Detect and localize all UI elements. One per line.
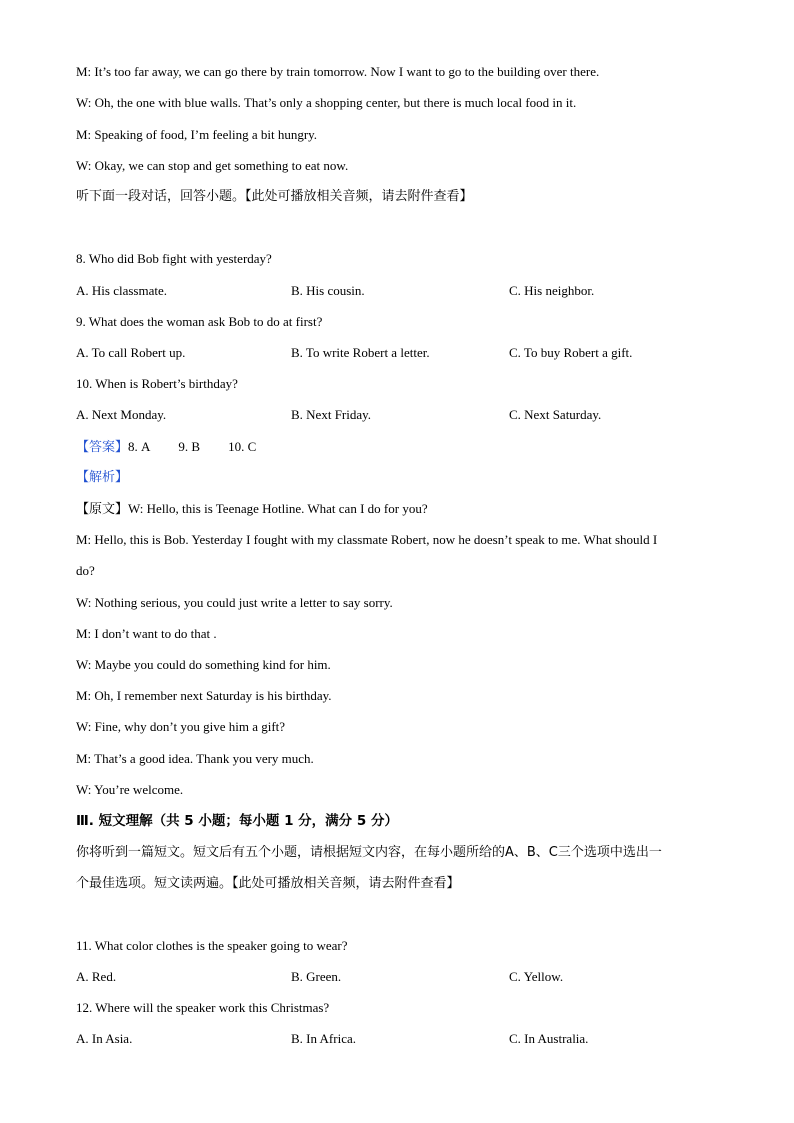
analysis-tag: 【解析】 [76, 470, 129, 485]
option-c: C. To buy Robert a gift. [509, 345, 633, 360]
answer-item: 8. A [128, 439, 151, 454]
transcript-text: W: Hello, this is Teenage Hotline. What can I do for you? [128, 501, 428, 516]
option-c: C. His neighbor. [509, 283, 595, 298]
question-stem: 8. Who did Bob fight with yesterday? [76, 251, 272, 266]
transcript-line: W: Maybe you could do something kind for him. [76, 657, 331, 672]
transcript-line: W: Fine, why don’t you give him a gift? [76, 719, 286, 734]
option-a: A. In Asia. [76, 1031, 133, 1046]
transcript-line: W: You’re welcome. [76, 782, 184, 797]
option-a: A. Next Monday. [76, 407, 167, 422]
option-a: A. Red. [76, 969, 117, 984]
answer-line [76, 439, 256, 456]
answer-item: 9. B [178, 439, 201, 454]
option-b: B. Next Friday. [291, 407, 372, 422]
dialogue-line: W: Oh, the one with blue walls. That’s only a shopping center, but there is much local food in it. [76, 95, 577, 110]
section-instruction: 你将听到一篇短文。短文后有五个小题，请根据短文内容，在每小题所给的A、B、C三个选项中选出一 [76, 845, 662, 860]
dialogue-line: W: Okay, we can stop and get something to eat now. [76, 158, 349, 173]
question-stem: 10. When is Robert’s birthday? [76, 376, 238, 391]
option-c: C. Next Saturday. [509, 407, 602, 422]
section-heading: Ⅲ. 短文理解（共 5 小题；每小题 1 分，满分 5 分） [76, 813, 398, 829]
option-c: C. Yellow. [509, 969, 564, 984]
transcript-line: M: Hello, this is Bob. Yesterday I fought with my classmate Robert, now he doesn’t speak to me. What should I [76, 532, 658, 547]
transcript-line: M: I don’t want to do that . [76, 626, 217, 641]
option-c: C. In Australia. [509, 1031, 589, 1046]
answer-item: 10. C [228, 439, 257, 454]
section-instruction: 个最佳选项。短文读两遍。【此处可播放相关音频，请去附件查看】 [76, 876, 460, 891]
question-stem: 9. What does the woman ask Bob to do at first? [76, 314, 323, 329]
dialogue-line: M: Speaking of food, I’m feeling a bit hungry. [76, 127, 318, 142]
question-stem: 11. What color clothes is the speaker going to wear? [76, 938, 348, 953]
transcript-line: M: That’s a good idea. Thank you very much. [76, 751, 314, 766]
option-b: B. Green. [291, 969, 342, 984]
transcript-line: do? [76, 563, 95, 578]
option-b: B. His cousin. [291, 283, 365, 298]
option-b: B. To write Robert a letter. [291, 345, 430, 360]
transcript-line: W: Nothing serious, you could just write a letter to say sorry. [76, 595, 393, 610]
option-a: A. To call Robert up. [76, 345, 186, 360]
transcript-first-line [76, 501, 428, 518]
question-stem: 12. Where will the speaker work this Christmas? [76, 1000, 330, 1015]
transcript-tag: 【原文】 [76, 502, 129, 517]
listen-instruction: 听下面一段对话，回答小题。【此处可播放相关音频，请去附件查看】 [76, 189, 473, 204]
answer-tag: 【答案】 [76, 440, 129, 455]
option-b: B. In Africa. [291, 1031, 356, 1046]
option-a: A. His classmate. [76, 283, 167, 298]
dialogue-line: M: It’s too far away, we can go there by train tomorrow. Now I want to go to the building over there. [76, 64, 600, 79]
transcript-line: M: Oh, I remember next Saturday is his birthday. [76, 688, 332, 703]
